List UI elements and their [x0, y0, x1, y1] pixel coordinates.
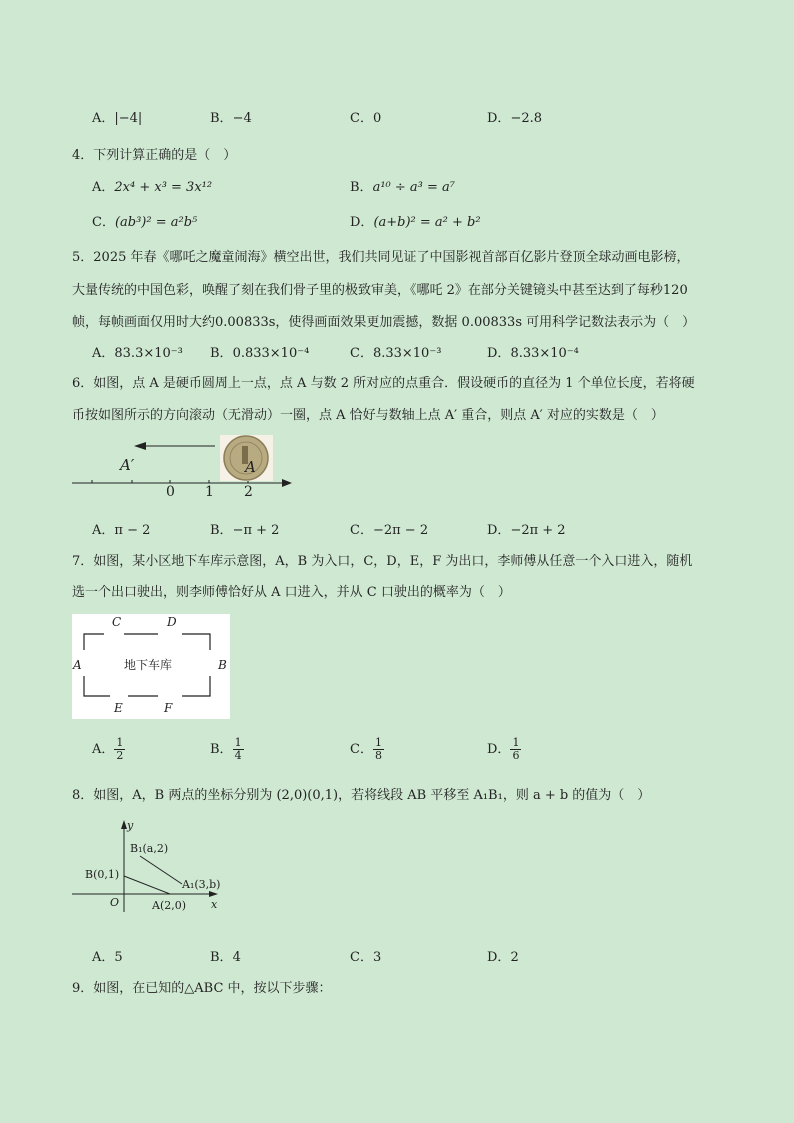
- label-a: A: [245, 458, 256, 476]
- y-axis-label: y: [127, 819, 134, 832]
- q6-option-a: A．π − 2: [92, 523, 151, 538]
- q5-option-b: B．0.833×10⁻⁴: [210, 346, 310, 361]
- segment-a1b1: [140, 856, 182, 884]
- point-b-label: B(0,1): [85, 868, 120, 881]
- q9-line-1: 9．如图，在已知的△ABC 中，按以下步骤：: [72, 981, 332, 996]
- q6-option-b: B．−π + 2: [210, 523, 280, 538]
- point-a-label: A(2,0): [152, 899, 187, 912]
- roll-arrowhead: [134, 442, 146, 450]
- q8-option-c: C．3: [350, 950, 382, 965]
- q4-stem: 4．下列计算正确的是（ ）: [72, 148, 237, 163]
- q6-line-2: 币按如图所示的方向滚动（无滑动）一圈，点 A 恰好与数轴上点 A′ 重合，则点 A′ 对应的实数是（ ）: [72, 408, 664, 423]
- number-line-svg: [70, 432, 300, 504]
- q4-option-a: A．2x⁴ + x³ = 3x¹²: [92, 180, 213, 195]
- exit-d-label: D: [167, 615, 177, 629]
- q5-option-c: C．8.33×10⁻³: [350, 346, 442, 361]
- entrance-b-label: B: [218, 658, 227, 672]
- q7-garage-figure: [72, 614, 230, 719]
- q7-line-1: 7．如图，某小区地下车库示意图，A，B 为入口，C，D，E，F 为出口，李师傅从任意一个入口进入，随机: [72, 554, 693, 569]
- q5-line-2: 大量传统的中国色彩，唤醒了刻在我们骨子里的极致审美，《哪吒 2》在部分关键镜头中甚至达到了每秒120: [72, 283, 688, 298]
- x-axis-label: x: [211, 898, 218, 911]
- q7-line-2: 选一个出口驶出，则李师傅恰好从 A 口进入，并从 C 口驶出的概率为（ ）: [72, 585, 511, 600]
- q7-option-c: C． $\frac{1}{8}$: [350, 736, 382, 762]
- q8-line-1: 8．如图，A，B 两点的坐标分别为 (2,0)(0,1)，若将线段 AB 平移至 A₁B₁，则 a + b 的值为（ ）: [72, 788, 651, 803]
- exit-f-label: F: [164, 701, 173, 715]
- q8-coordinate-figure: [72, 816, 232, 916]
- q4-option-d: D．(a+b)² = a² + b²: [350, 215, 481, 230]
- q3-option-a: A．|−4|: [92, 111, 143, 126]
- q7-option-b: B． $\frac{1}{4}$: [210, 736, 242, 762]
- q5-line-1: 5．2025 年春《哪吒之魔童闹海》横空出世，我们共同见证了中国影视首部百亿影片登顶全球动画电影榜，: [72, 250, 690, 265]
- point-b1-label: B₁(a,2): [130, 842, 169, 855]
- q8-option-b: B．4: [210, 950, 241, 965]
- q6-number-line-figure: [70, 432, 300, 504]
- q5-option-d: D．8.33×10⁻⁴: [487, 346, 579, 361]
- tick-label-0: 0: [166, 484, 175, 500]
- q6-option-d: D．−2π + 2: [487, 523, 566, 538]
- label-a-prime: A′: [120, 456, 135, 474]
- q4-option-c: C．(ab³)² = a²b⁵: [92, 215, 198, 230]
- exit-c-label: C: [112, 615, 122, 629]
- q3-option-c: C．0: [350, 111, 382, 126]
- q5-line-3: 帧，每帧画面仅用时大约0.00833s，使得画面效果更加震撼，数据 0.00833s 可用科学记数法表示为（ ）: [72, 315, 696, 330]
- q3-option-b: B．−4: [210, 111, 252, 126]
- exit-e-label: E: [114, 701, 123, 715]
- q5-option-a: A．83.3×10⁻³: [92, 346, 183, 361]
- q8-option-a: A．5: [92, 950, 123, 965]
- segment-ab: [124, 876, 170, 894]
- tick-label-1: 1: [205, 484, 214, 500]
- q3-option-d: D．−2.8: [487, 111, 543, 126]
- axis-arrowhead: [282, 479, 292, 487]
- q7-option-d: D． $\frac{1}{6}$: [487, 736, 520, 762]
- origin-label: O: [110, 896, 120, 909]
- garage-label: 地下车库: [124, 658, 173, 672]
- q8-option-d: D．2: [487, 950, 519, 965]
- q6-option-c: C．−2π − 2: [350, 523, 429, 538]
- entrance-a-label: A: [73, 658, 82, 672]
- q6-line-1: 6．如图，点 A 是硬币圆周上一点，点 A 与数 2 所对应的点重合．假设硬币的直径为 1 个单位长度，若将硬: [72, 376, 695, 391]
- q4-option-b: B．a¹⁰ ÷ a³ = a⁷: [350, 180, 455, 195]
- point-a1-label: A₁(3,b): [182, 878, 221, 891]
- q7-option-a: A． $\frac{1}{2}$: [92, 736, 124, 762]
- tick-label-2: 2: [244, 484, 253, 500]
